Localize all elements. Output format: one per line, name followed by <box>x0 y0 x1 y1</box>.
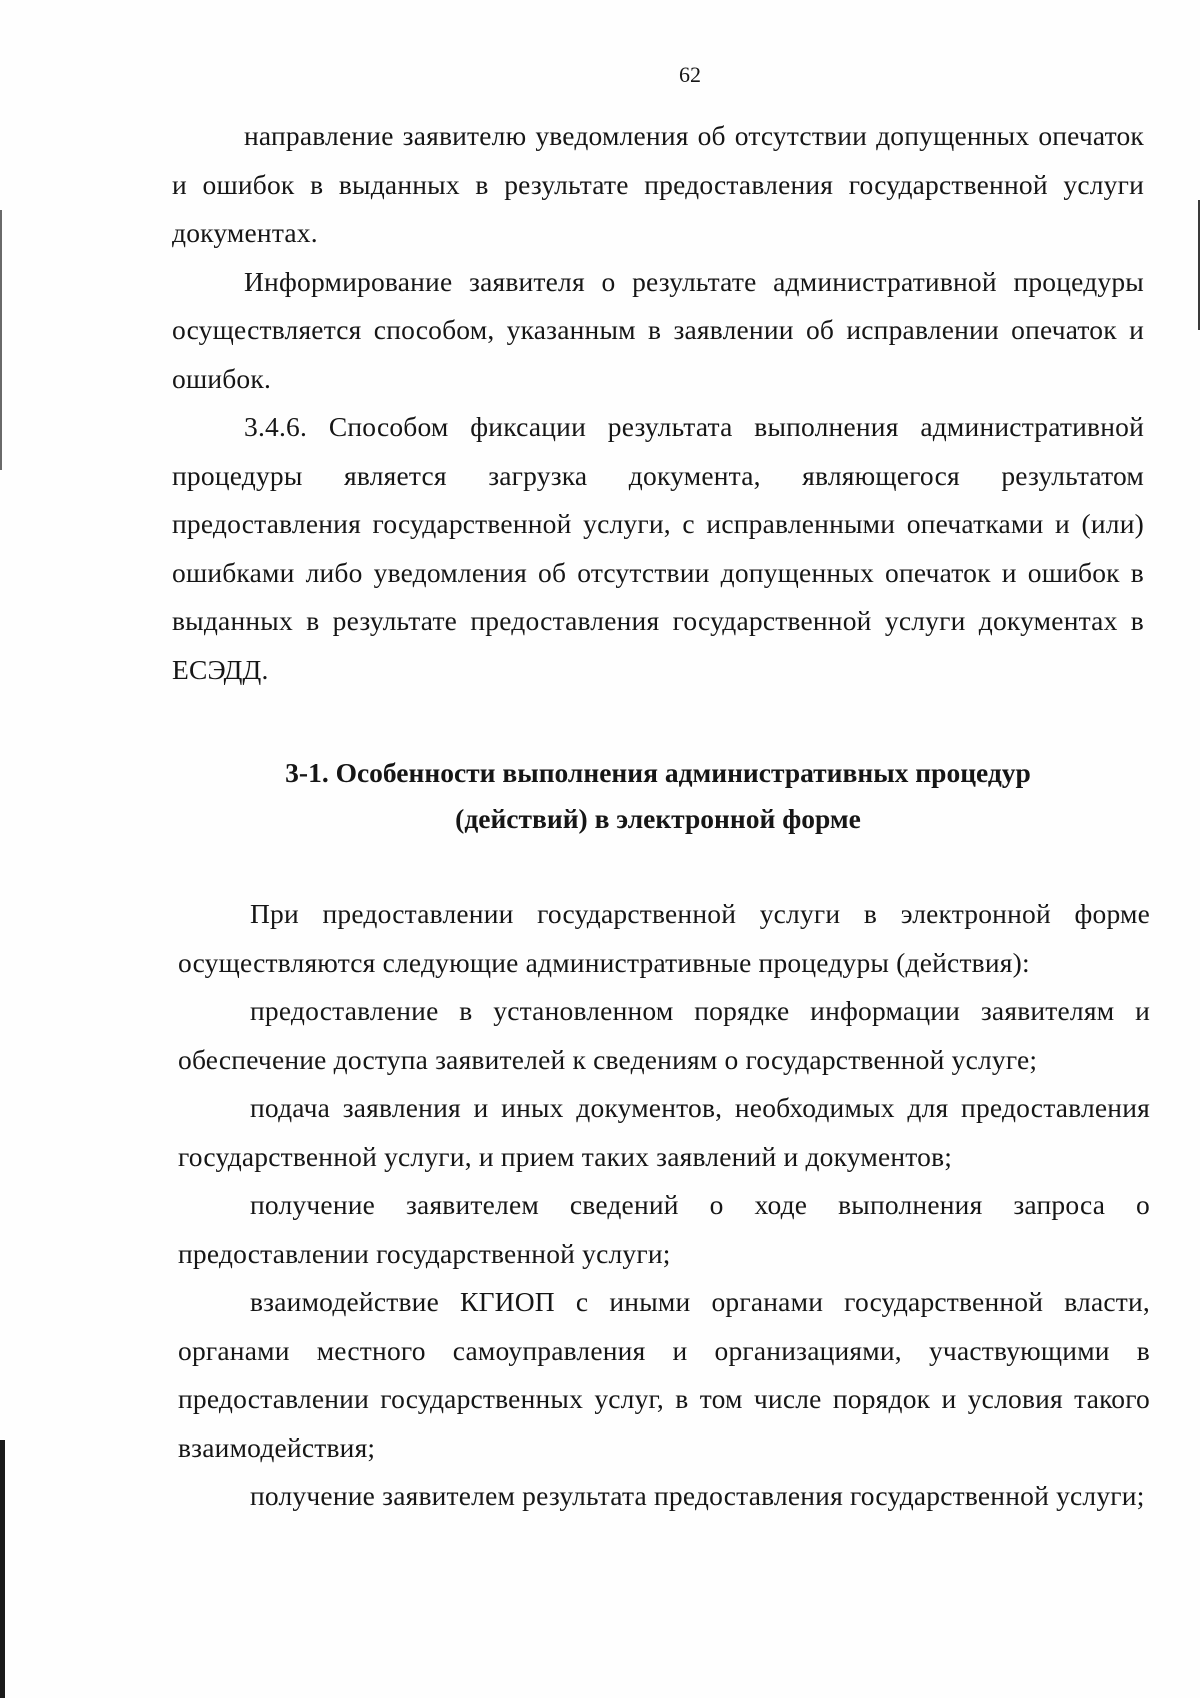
paragraph-informing: Информирование заявителя о результате административной процедуры осуществляется способом, указанным в заявлении об исправлении опечаток и ошибок. <box>172 265 1144 394</box>
body-text-bottom <box>178 890 1150 1521</box>
body-text-top <box>172 112 1144 694</box>
page-number: 62 <box>679 62 701 87</box>
scan-edge-left-upper <box>0 210 2 470</box>
list-item-application-submission: подача заявления и иных документов, необходимых для предоставления государственной услуги, и прием таких заявлений и документов; <box>178 1092 1150 1172</box>
scan-edge-left-lower <box>0 1440 5 1698</box>
list-item-result-receipt: получение заявителем результата предоставления государственной услуги; <box>250 1480 1145 1511</box>
list-item-interaction: взаимодействие КГИОП с иными органами государственной власти, органами местного самоуправления и организациями, участвующими в предоставлении государственных услуг, в том числе порядок и условия такого взаимодействия; <box>178 1286 1150 1463</box>
section-heading-line-2: (действий) в электронной форме <box>455 803 861 834</box>
paragraph-notification: направление заявителю уведомления об отсутствии допущенных опечаток и ошибок в выданных в результате предоставления государственной услуги документах. <box>172 120 1144 248</box>
paragraph-3-4-6: 3.4.6. Способом фиксации результата выполнения административной процедуры является загрузка документа, являющегося результатом предоставления государственной услуги, с исправленными опечатками и (или) ошибками либо уведомления об отсутствии допущенных опечаток и ошибок в выданных в результате предоставления государственной услуги документах в ЕСЭДД. <box>172 411 1144 685</box>
section-heading-line-1: 3-1. Особенности выполнения административных процедур <box>285 757 1031 788</box>
section-heading <box>172 750 1144 842</box>
list-item-info-provision: предоставление в установленном порядке информации заявителям и обеспечение доступа заявителей к сведениям о государственной услуге; <box>178 995 1150 1075</box>
paragraph-electronic-form-intro: При предоставлении государственной услуги в электронной форме осуществляются следующие административные процедуры (действия): <box>178 898 1150 978</box>
list-item-request-status: получение заявителем сведений о ходе выполнения запроса о предоставлении государственной услуги; <box>178 1189 1150 1269</box>
